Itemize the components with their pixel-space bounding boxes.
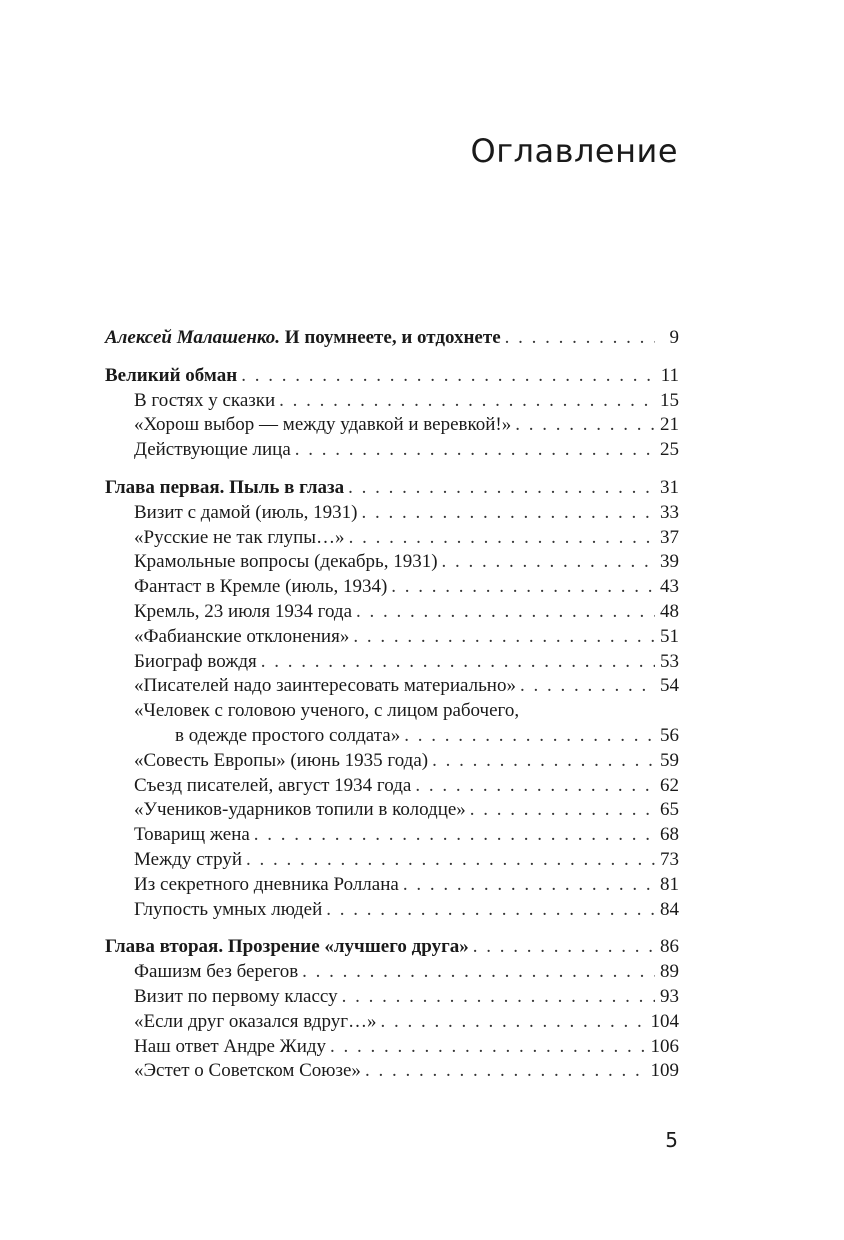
toc-page-number: 39 [660,551,679,573]
toc-section-heading[interactable] [105,364,679,389]
toc-leader-dots [403,873,655,898]
toc-entry[interactable] [105,650,679,675]
toc-leader-dots [356,600,655,625]
toc-entry[interactable] [105,550,679,575]
toc-entry-label: Визит по первому классу [134,985,338,1007]
toc-page-number: 106 [650,1035,679,1057]
toc-entry[interactable] [105,438,679,463]
toc-leader-dots [381,1010,647,1035]
toc-entry-label: Между струй [134,848,243,870]
toc-leader-dots [470,798,655,823]
toc-entry-label: «Эстет о Советском Союзе» [134,1060,361,1082]
toc-entry[interactable] [105,600,679,625]
toc-leader-dots [342,985,655,1010]
toc-page-number: 53 [660,650,679,672]
toc-leader-dots [365,1059,647,1084]
toc-page-number: 51 [660,625,679,647]
toc-entry[interactable] [105,774,679,799]
toc-entry[interactable] [105,413,679,438]
toc-section-heading[interactable] [105,476,679,501]
toc-entry-label [105,326,501,351]
toc-entry-label: Крамольные вопросы (декабрь, 1931) [134,551,438,573]
toc-entry-label: В гостях у сказки [134,389,276,411]
toc-entry-first-line[interactable] [105,699,679,724]
toc-entry[interactable] [105,898,679,923]
toc-page-number: 9 [669,327,679,348]
toc-entry[interactable] [105,985,679,1010]
toc-page-number: 43 [660,576,679,598]
toc-entry-label: «Если друг оказался вдруг…» [134,1010,377,1032]
toc-leader-dots [348,476,655,501]
toc-entry-author: Алексей Малашенко. [105,327,281,348]
toc-entry-label: Глупость умных людей [134,898,323,920]
toc-page-number: 109 [650,1060,679,1082]
toc-entry[interactable] [105,389,679,414]
table-of-contents [105,326,679,1084]
toc-page-number: 104 [650,1010,679,1032]
toc-entry-label: «Совесть Европы» (июнь 1935 года) [134,749,429,771]
toc-entry[interactable] [105,873,679,898]
page-number: 5 [665,1128,678,1152]
toc-section-heading[interactable] [105,935,679,960]
toc-leader-dots [442,550,655,575]
toc-page-number: 62 [660,774,679,796]
toc-leader-dots [302,960,655,985]
toc-leader-dots [295,438,655,463]
toc-leader-dots [361,501,655,526]
toc-leader-dots [473,935,655,960]
toc-entry-label: Наш ответ Андре Жиду [134,1035,327,1057]
toc-entry-label: Из секретного дневника Роллана [134,873,399,895]
toc-page-number: 68 [660,824,679,846]
toc-leader-dots [254,823,655,848]
toc-page-number: 54 [660,675,679,697]
toc-entry[interactable] [105,674,679,699]
toc-entry[interactable] [105,960,679,985]
toc-leader-dots [241,364,655,389]
toc-leader-dots [330,1035,646,1060]
toc-entry-label: «Человек с головою ученого, с лицом рабочего, [134,700,520,722]
toc-entry[interactable] [105,798,679,823]
toc-entry[interactable] [105,848,679,873]
toc-page-number: 33 [660,501,679,523]
toc-entry-label-continued: в одежде простого солдата» [175,724,401,746]
toc-page-number: 81 [660,873,679,895]
toc-page-number: 93 [660,985,679,1007]
toc-entry-title: И поумнеете, и отдохнете [280,327,501,348]
toc-entry-label: «Русские не так глупы…» [134,526,345,548]
toc-entry[interactable] [105,1035,679,1060]
toc-page-number: 84 [660,898,679,920]
toc-leader-dots [326,898,655,923]
toc-page-number: 56 [660,724,679,746]
toc-entry-label: Визит с дамой (июль, 1931) [134,501,358,523]
toc-page-number: 59 [660,749,679,771]
toc-entry-label: Товарищ жена [134,824,250,846]
toc-leader-dots [432,749,655,774]
toc-leader-dots [520,674,655,699]
toc-leader-dots [391,575,655,600]
toc-entry-label: «Учеников-ударников топили в колодце» [134,799,466,821]
toc-entry-continuation[interactable] [105,724,679,749]
toc-page-number: 73 [660,848,679,870]
toc-entry-label: «Фабианские отклонения» [134,625,350,647]
toc-leader-dots [353,625,655,650]
toc-entry[interactable] [105,823,679,848]
toc-entry[interactable] [105,749,679,774]
toc-entry-label: Фантаст в Кремле (июль, 1934) [134,576,388,598]
page-title: Оглавление [470,132,678,170]
toc-entry-label: Биограф вождя [134,650,257,672]
toc-entry[interactable] [105,1059,679,1084]
toc-leader-dots [415,774,655,799]
toc-entry[interactable] [105,625,679,650]
toc-leader-dots [246,848,655,873]
toc-entry-label: Съезд писателей, август 1934 года [134,774,412,796]
toc-entry[interactable] [105,575,679,600]
toc-entry[interactable] [105,501,679,526]
toc-page-number: 15 [660,389,679,411]
toc-leader-dots [404,724,655,749]
toc-section-title: Глава вторая. Прозрение «лучшего друга» [105,936,469,958]
toc-section-title: Глава первая. Пыль в глаза [105,476,345,498]
toc-page-number: 48 [660,600,679,622]
toc-entry-foreword[interactable] [105,326,679,351]
toc-entry-label: «Писателей надо заинтересовать материально» [134,675,516,697]
toc-leader-dots [349,526,655,551]
toc-entry-label: Действующие лица [134,439,291,461]
toc-entry-label: Фашизм без берегов [134,961,299,983]
toc-page-number: 89 [660,961,679,983]
toc-page-number: 65 [660,799,679,821]
toc-leader-dots [515,413,655,438]
toc-entry-label: «Хорош выбор — между удавкой и веревкой!» [134,414,512,436]
toc-entry-label: Кремль, 23 июля 1934 года [134,600,353,622]
toc-leader-dots [505,326,655,351]
toc-page-number: 21 [660,414,679,436]
toc-page-number: 31 [660,476,679,498]
toc-entry[interactable] [105,526,679,551]
toc-entry[interactable] [105,1010,679,1035]
toc-page-number: 37 [660,526,679,548]
toc-leader-dots [279,389,655,414]
toc-leader-dots [261,650,655,675]
toc-section-title: Великий обман [105,364,238,386]
toc-page-number: 11 [660,364,679,386]
toc-page-number: 86 [660,936,679,958]
toc-page-number: 25 [660,439,679,461]
